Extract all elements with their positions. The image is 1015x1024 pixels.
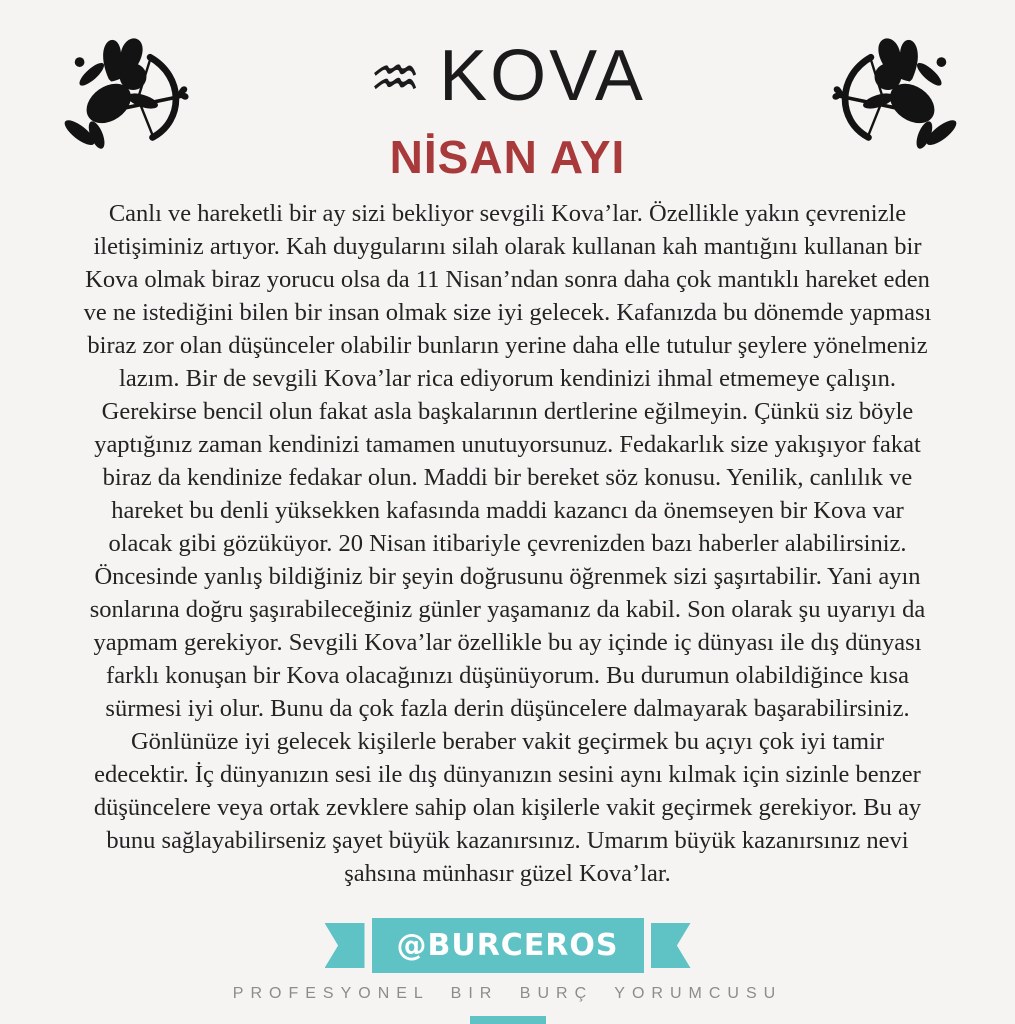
body-line: biraz zor olan düşünceler olabilir bunların yerine daha elle tutulur şeylere yönelmeniz bbox=[87, 332, 928, 359]
body-line: farklı konuşan bir Kova olacağınızı düşünüyorum. Bu durumun olabildiğince kısa bbox=[106, 662, 909, 689]
body-line: Gerekirse bencil olun fakat asla başkalarının dertlerine eğilmeyin. Çünkü siz böyle bbox=[101, 398, 914, 425]
body-line: biraz da kendinize fedakar olun. Maddi bir bereket söz konusu. Yenilik, canlılık ve bbox=[102, 464, 913, 491]
body-line: şahsına münhasır güzel Kova’lar. bbox=[344, 860, 671, 887]
horoscope-text bbox=[15, 197, 1000, 890]
body-line: Gönlünüze iyi gelecek kişilerle beraber vakit geçirmek bu açıyı çok iyi tamir bbox=[130, 728, 885, 755]
body-line: sürmesi iyi olur. Bunu da çok fazla derin düşüncelere dalmayarak başarabilirsiniz. bbox=[105, 695, 910, 722]
body-line: Canlı ve hareketli bir ay sizi bekliyor sevgili Kova’lar. Özellikle yakın çevrenizle bbox=[108, 200, 907, 227]
handle-badge bbox=[372, 918, 644, 973]
aquarius-icon: ♒ bbox=[369, 44, 422, 112]
body-line: ve ne istediğini bilen bir insan olmak size iyi gelecek. Kafanızda bu dönemde yapması bbox=[83, 299, 932, 326]
body-line: bunu sağlayabilirseniz şayet büyük kazanırsınız. Umarım büyük kazanırsınız nevi bbox=[106, 827, 909, 854]
month-subtitle: NİSAN AYI bbox=[389, 131, 626, 183]
body-line: düşüncelere veya ortak zevklere sahip olan kişilerle vakit geçirmek gerekiyor. Bu ay bbox=[93, 794, 922, 821]
body-line: olacak gibi gözüküyor. 20 Nisan itibariyle çevrenizden bazı haberler alabilirsiniz. bbox=[108, 530, 907, 557]
ribbon-tail-left bbox=[325, 923, 365, 968]
body-line: iletişiminiz artıyor. Kah duygularını silah olarak kullanan kah mantığını kullanan bir bbox=[93, 233, 922, 260]
cropped-ribbon-stub bbox=[470, 1016, 546, 1024]
ribbon-banner bbox=[0, 918, 1015, 973]
body-line: yapmam gerekiyor. Sevgili Kova’lar özellikle bu ay içinde iç dünyası ile dış dünyası bbox=[93, 629, 922, 656]
title-text: KOVA bbox=[439, 36, 646, 116]
body-line: edecektir. İç dünyanızın sesi ile dış dünyanızın sesini aynı kılmak için sizinle benzer bbox=[94, 761, 921, 788]
body-line: Öncesinde yanlış bildiğiniz bir şeyin doğrusunu öğrenmek sizi şaşırtabilir. Yani ayın bbox=[94, 563, 921, 590]
body-line: Kova olmak biraz yorucu olsa da 11 Nisan’ndan sonra daha çok mantıklı hareket eden bbox=[85, 266, 930, 293]
page-title bbox=[0, 36, 1015, 116]
body-line: lazım. Bir de sevgili Kova’lar rica ediyorum kendinizi ihmal etmemeye çalışın. bbox=[119, 365, 896, 392]
body-line: hareket bu denli yüksekken kafasında maddi kazancı da önemseyen bir Kova var bbox=[111, 497, 904, 524]
body-line: yaptığınız zaman kendinizi tamamen unutuyorsunuz. Fedakarlık size yakışıyor fakat bbox=[94, 431, 921, 458]
tagline: PROFESYONEL BIR BURÇ YORUMCUSU bbox=[232, 985, 783, 1002]
body-line: sonlarına doğru şaşırabileceğiniz günler yaşamanız da kabil. Son olarak şu uyarıyı da bbox=[89, 596, 926, 623]
ribbon-tail-right bbox=[651, 923, 691, 968]
handle-text: @BURCEROS bbox=[396, 928, 619, 963]
